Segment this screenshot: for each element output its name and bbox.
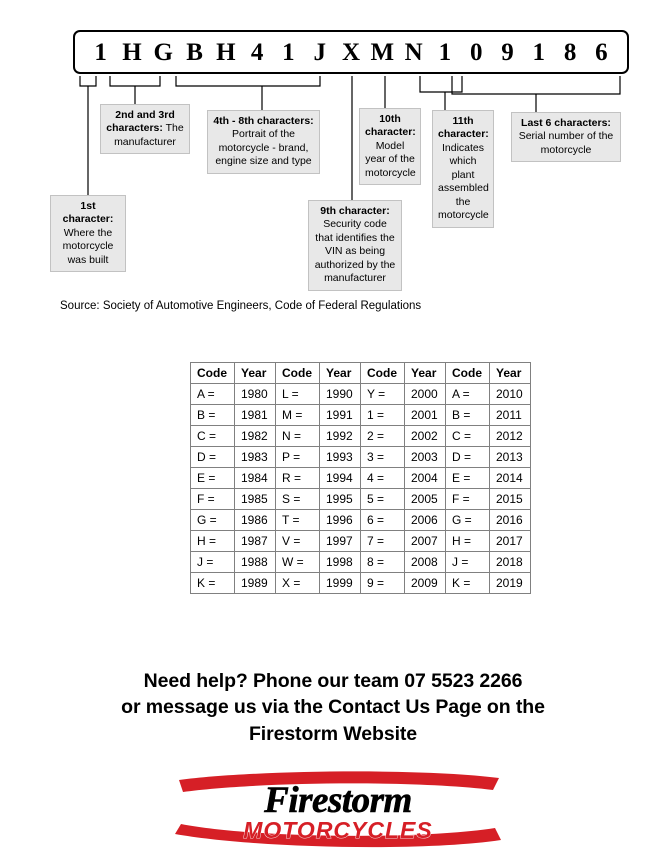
cell-year: 2000 [405, 384, 446, 405]
callout-ninth-character-body: Security code that identifies the VIN as being authorized by the manufacturer [314, 218, 396, 285]
logo-brand-text [263, 780, 412, 821]
cell-year: 2016 [490, 510, 531, 531]
table-body [191, 384, 531, 594]
vin-char-14: 9 [501, 38, 514, 66]
cell-year: 1991 [320, 405, 361, 426]
cell-code: C = [446, 426, 490, 447]
table-row [191, 384, 531, 405]
bracket-char-last6 [452, 76, 620, 94]
cell-code: A = [191, 384, 235, 405]
cell-code: D = [191, 447, 235, 468]
cell-year: 2007 [405, 531, 446, 552]
table-header-code-2: Code [276, 363, 320, 384]
cell-year: 1980 [235, 384, 276, 405]
vin-char-13: 0 [469, 38, 483, 66]
cell-year: 1981 [235, 405, 276, 426]
vin-char-8: J [313, 38, 326, 66]
cell-year: 2006 [405, 510, 446, 531]
cell-code: D = [446, 447, 490, 468]
cell-code: G = [191, 510, 235, 531]
cell-code: 9 = [361, 573, 405, 594]
bracket-char-2-3 [110, 76, 160, 86]
callout-first-character [50, 195, 126, 272]
cell-code: J = [446, 552, 490, 573]
cell-year: 2017 [490, 531, 531, 552]
cell-year: 2012 [490, 426, 531, 447]
table-row [191, 510, 531, 531]
table-header-year-3: Year [405, 363, 446, 384]
callout-fourth-eighth-characters-body: Portrait of the motorcycle - brand, engine size and type [215, 128, 312, 168]
cell-year: 1989 [235, 573, 276, 594]
bracket-char-4-8 [176, 76, 320, 86]
callout-fourth-eighth-characters-title: 4th - 8th characters: [213, 115, 314, 127]
cell-year: 1994 [320, 468, 361, 489]
cell-code: H = [446, 531, 490, 552]
table-row [191, 426, 531, 447]
table-row [191, 531, 531, 552]
callout-last-six-characters-title: Last 6 characters: [521, 117, 611, 129]
cell-code: E = [446, 468, 490, 489]
cell-year: 1999 [320, 573, 361, 594]
cell-year: 1996 [320, 510, 361, 531]
callout-ninth-character-title: 9th character: [320, 205, 390, 217]
cell-code: B = [191, 405, 235, 426]
table-header-year-1: Year [235, 363, 276, 384]
cell-year: 1983 [235, 447, 276, 468]
cell-code: N = [276, 426, 320, 447]
cell-year: 2010 [490, 384, 531, 405]
callout-second-third-characters-title: 2nd and 3rd characters: [106, 109, 175, 135]
cell-year: 1987 [235, 531, 276, 552]
cell-code: C = [191, 426, 235, 447]
cell-year: 1986 [235, 510, 276, 531]
cell-year: 2018 [490, 552, 531, 573]
cell-year: 2011 [490, 405, 531, 426]
callout-last-six-characters [511, 112, 621, 162]
cell-code: T = [276, 510, 320, 531]
bracket-char-11 [420, 76, 462, 92]
callout-first-character-body: Where the motorcycle was built [62, 226, 114, 266]
table-row [191, 447, 531, 468]
cell-code: F = [446, 489, 490, 510]
vin-char-6: 4 [250, 38, 264, 66]
source-line: Source: Society of Automotive Engineers, Code of Federal Regulations [60, 300, 422, 312]
vin-char-16: 8 [563, 38, 577, 66]
cell-year: 1990 [320, 384, 361, 405]
cell-code: F = [191, 489, 235, 510]
vin-char-11: N [404, 38, 423, 66]
table-header-year-2: Year [320, 363, 361, 384]
vin-char-15: 1 [532, 38, 546, 66]
vin-char-9: X [341, 38, 361, 66]
cell-year: 1995 [320, 489, 361, 510]
table-row [191, 573, 531, 594]
cell-year: 2013 [490, 447, 531, 468]
cell-year: 2004 [405, 468, 446, 489]
callout-eleventh-character-body: Indicates which plant assembled the motorcycle [438, 141, 489, 222]
cell-code: 2 = [361, 426, 405, 447]
cell-code: A = [446, 384, 490, 405]
cell-code: 6 = [361, 510, 405, 531]
svg-text:Firestorm: Firestorm [264, 780, 412, 821]
help-text [0, 668, 666, 747]
cell-year: 2002 [405, 426, 446, 447]
cell-code: G = [446, 510, 490, 531]
model-year-code-table [190, 362, 531, 594]
cell-code: 7 = [361, 531, 405, 552]
cell-code: M = [276, 405, 320, 426]
vin-char-1: 1 [94, 38, 107, 66]
callout-ninth-character [308, 200, 402, 291]
table-row [191, 489, 531, 510]
help-line-1: Need help? Phone our team 07 5523 2266 [143, 670, 523, 692]
cell-year: 1993 [320, 447, 361, 468]
cell-year: 2008 [405, 552, 446, 573]
cell-code: L = [276, 384, 320, 405]
callout-eleventh-character-title: 11th character: [438, 115, 489, 141]
cell-code: K = [446, 573, 490, 594]
vin-char-10: M [370, 38, 395, 66]
table-row [191, 552, 531, 573]
cell-code: 4 = [361, 468, 405, 489]
callout-last-six-characters-body: Serial number of the motorcycle [518, 130, 614, 156]
cell-code: 5 = [361, 489, 405, 510]
cell-code: 1 = [361, 405, 405, 426]
cell-year: 2015 [490, 489, 531, 510]
help-line-2: or message us via the Contact Us Page on the [121, 696, 545, 719]
cell-year: 2001 [405, 405, 446, 426]
cell-code: X = [276, 573, 320, 594]
table-row [191, 468, 531, 489]
vin-char-3: G [153, 38, 173, 66]
logo-sub-text [243, 817, 432, 843]
cell-code: S = [276, 489, 320, 510]
cell-code: W = [276, 552, 320, 573]
cell-year: 1985 [235, 489, 276, 510]
cell-year: 2003 [405, 447, 446, 468]
callout-first-character-title: 1st character: [62, 200, 114, 226]
table-header-row [191, 363, 531, 384]
cell-code: P = [276, 447, 320, 468]
cell-code: Y = [361, 384, 405, 405]
cell-code: B = [446, 405, 490, 426]
callout-tenth-character [359, 108, 421, 185]
help-line-3: Firestorm Website [248, 722, 418, 745]
table-row [191, 405, 531, 426]
vin-char-5: H [216, 38, 236, 66]
vin-characters-row [73, 30, 629, 74]
cell-year: 1997 [320, 531, 361, 552]
vin-char-2: H [122, 38, 142, 66]
cell-code: V = [276, 531, 320, 552]
cell-year: 1998 [320, 552, 361, 573]
table-header-code-4: Code [446, 363, 490, 384]
callout-second-third-characters [100, 104, 190, 154]
vin-char-17: 6 [595, 38, 608, 66]
cell-year: 1984 [235, 468, 276, 489]
vin-char-7: 1 [282, 38, 295, 66]
cell-year: 2009 [405, 573, 446, 594]
callout-fourth-eighth-characters [207, 110, 320, 174]
callout-tenth-character-body: Model year of the motorcycle [365, 139, 416, 179]
vin-number-box [73, 30, 629, 74]
vin-char-4: B [186, 38, 203, 66]
table-header-year-4: Year [490, 363, 531, 384]
table-header-code-1: Code [191, 363, 235, 384]
callout-second-third-characters-body: The manufacturer [114, 122, 184, 148]
bracket-char-1 [80, 76, 96, 86]
table-header-code-3: Code [361, 363, 405, 384]
cell-code: R = [276, 468, 320, 489]
callout-eleventh-character [432, 110, 494, 228]
cell-code: H = [191, 531, 235, 552]
cell-year: 1992 [320, 426, 361, 447]
cell-code: 3 = [361, 447, 405, 468]
cell-year: 2019 [490, 573, 531, 594]
cell-code: J = [191, 552, 235, 573]
cell-year: 2014 [490, 468, 531, 489]
cell-code: K = [191, 573, 235, 594]
cell-year: 1982 [235, 426, 276, 447]
cell-year: 2005 [405, 489, 446, 510]
svg-text:MOTORCYCLES: MOTORCYCLES [243, 817, 433, 843]
firestorm-motorcycles-logo [173, 768, 503, 854]
callout-tenth-character-title: 10th character: [365, 113, 416, 139]
cell-year: 1988 [235, 552, 276, 573]
vin-char-12: 1 [438, 38, 452, 66]
cell-code: E = [191, 468, 235, 489]
cell-code: 8 = [361, 552, 405, 573]
